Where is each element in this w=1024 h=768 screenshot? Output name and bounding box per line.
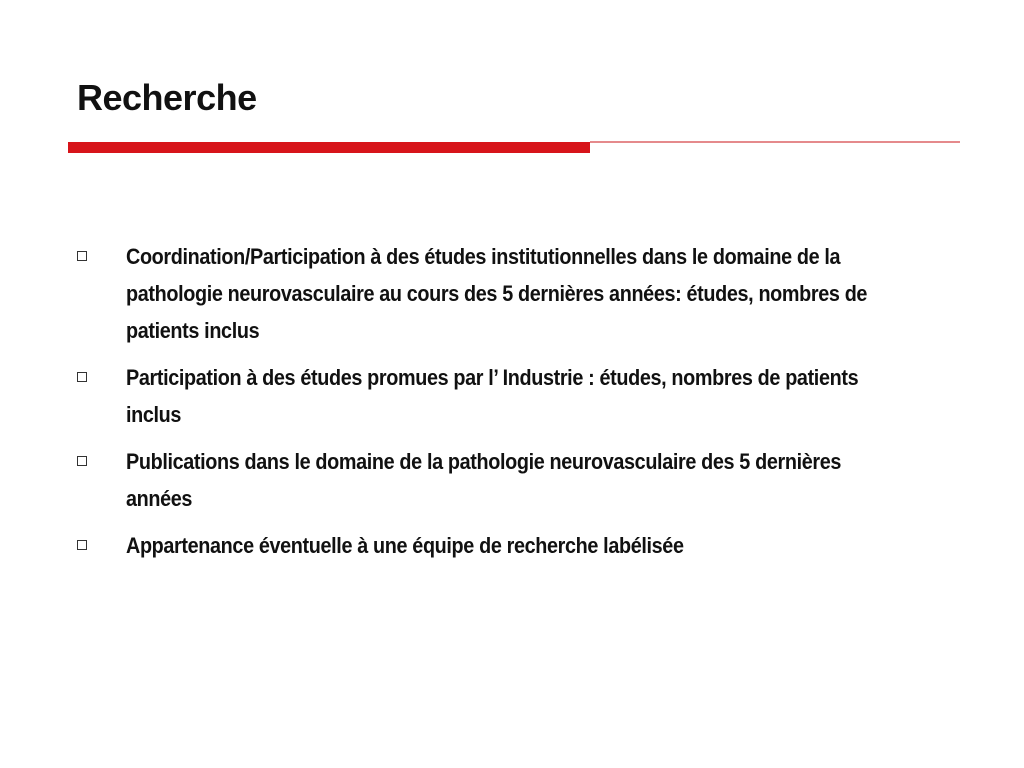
list-item [70, 443, 960, 517]
list-item [70, 238, 960, 349]
bullet-list [70, 238, 960, 574]
square-bullet-icon [77, 456, 87, 466]
title-divider-line [590, 141, 960, 143]
slide-title: Recherche [77, 77, 257, 118]
square-bullet-icon [77, 251, 87, 261]
list-item [70, 527, 960, 564]
bullet-text: Participation à des études promues par l’ Industrie : études, nombres de patients inclus [126, 365, 859, 427]
bullet-text: Publications dans le domaine de la pathologie neurovasculaire des 5 dernières années [126, 449, 842, 511]
list-item [70, 359, 960, 433]
bullet-text: Coordination/Participation à des études institutionnelles dans le domaine de la pathologie neurovasculaire au cours des 5 dernières années: études, nombres de patients inclus [126, 244, 868, 343]
bullet-text: Appartenance éventuelle à une équipe de recherche labélisée [126, 533, 684, 558]
square-bullet-icon [77, 372, 87, 382]
title-accent-bar [68, 142, 590, 153]
square-bullet-icon [77, 540, 87, 550]
